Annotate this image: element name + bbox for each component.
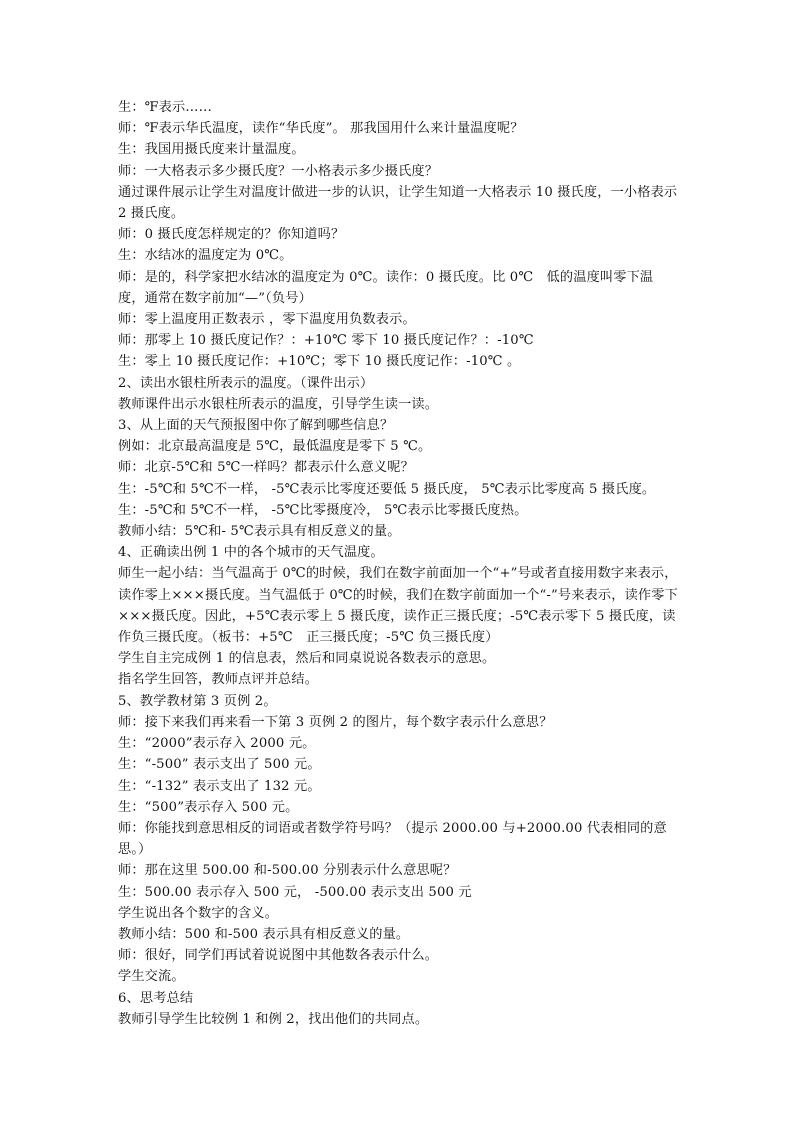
text-line: 教师引导学生比较例 1 和例 2，找出他们的共同点。 — [118, 1011, 429, 1027]
text-line: 3、从上面的天气预报图中你了解到哪些信息？ — [118, 418, 394, 434]
text-line: 通过课件展示让学生对温度计做进一步的认识，让学生知道一大格表示 10 摄氏度，一小格表示 2 摄氏度。 — [118, 184, 678, 222]
text-line: 学生交流。 — [118, 969, 185, 985]
text-line: 生：℉表示…… — [118, 100, 212, 115]
text-line: 师：一大格表示多少摄氏度？一小格表示多少摄氏度？ — [118, 163, 439, 179]
text-line: 教师课件出示水银柱所表示的温度，引导学生读一读。 — [118, 396, 439, 412]
text-line: 教师小结：500 和-500 表示具有相反意义的量。 — [118, 926, 410, 942]
text-line: 生：零上 10 摄氏度记作：+10℃；零下 10 摄氏度记作：-10℃ 。 — [118, 354, 521, 370]
text-line: 生：500.00 表示存入 500 元， -500.00 表示支出 500 元 — [118, 884, 472, 900]
text-line: 师：那零上 10 摄氏度记作？：+10℃ 零下 10 摄氏度记作？：-10℃ — [118, 333, 534, 349]
document-body — [118, 97, 678, 1030]
text-line: 生：“2000”表示存入 2000 元。 — [118, 736, 316, 752]
text-line: 师：℉表示华氏温度，读作“华氏度”。 那我国用什么来计量温度呢？ — [118, 121, 524, 137]
text-line: 生：-5℃和 5℃不一样， -5℃表示比零度还要低 5 摄氏度， 5℃表示比零度高 5 摄氏度。 — [118, 481, 656, 497]
text-line: 指名学生回答，教师点评并总结。 — [118, 672, 319, 688]
text-line: 师：是的，科学家把水结冰的温度定为 0℃。读作：0 摄氏度。比 0℃ 低的温度叫零下温度，通常在数字前加“—”（负号） — [118, 269, 654, 306]
text-line: 生：-5℃和 5℃不一样， -5℃比零摄度冷， 5℃表示比零摄氏度热。 — [118, 502, 528, 518]
text-line: 教师小结：5℃和- 5℃表示具有相反意义的量。 — [118, 524, 401, 540]
text-line: 师：你能找到意思相反的词语或者数学符号吗？（提示 2000.00 与+2000.00 代表相同的意思。） — [118, 820, 667, 858]
text-line: 6、思考总结 — [118, 990, 194, 1006]
text-line: 例如：北京最高温度是 5℃，最低温度是零下 5 ℃。 — [118, 439, 432, 455]
text-line: 学生自主完成例 1 的信息表，然后和同桌说说各数表示的意思。 — [118, 651, 496, 667]
text-line: 师：很好，同学们再试着说说图中其他数各表示什么。 — [118, 948, 439, 964]
text-line: 师：0 摄氏度怎样规定的？你知道吗？ — [118, 227, 345, 243]
text-line: 4、正确读出例 1 中的各个城市的天气温度。 — [118, 545, 384, 561]
text-line: 师：那在这里 500.00 和-500.00 分别表示什么意思呢？ — [118, 863, 457, 879]
text-line: 生：水结冰的温度定为 0℃。 — [118, 248, 293, 264]
text-line: 学生说出各个数字的含义。 — [118, 905, 279, 921]
text-line: 师：北京-5℃和 5℃一样吗？都表示什么意义呢？ — [118, 460, 414, 476]
text-line: 生：我国用摄氏度来计量温度。 — [118, 142, 305, 158]
text-line: 师生一起小结：当气温高于 0℃的时候，我们在数字前面加一个“+”号或者直接用数字来表示，读作零上×××摄氏度。当气温低于 0℃的时候，我们在数字前面加一个“-”号来表示，读作零下×××摄氏度。因此，+5℃表示零上 5 摄氏度，读作正三摄氏度；-5℃表示零下 5 摄氏度，读作负三摄氏度。（板书：+5℃ 正三摄氏度；-5℃ 负三摄氏度） — [118, 566, 678, 646]
text-line: 5、教学教材第 3 页例 2。 — [118, 693, 277, 709]
text-line: 生：“-500” 表示支出了 500 元。 — [118, 757, 321, 773]
text-line: 师：接下来我们再来看一下第 3 页例 2 的图片，每个数字表示什么意思？ — [118, 714, 553, 730]
text-line: 师：零上温度用正数表示 ，零下温度用负数表示。 — [118, 312, 416, 328]
text-line: 2、读出水银柱所表示的温度。（课件出示） — [118, 375, 374, 391]
text-line: 生：“-132” 表示支出了 132 元。 — [118, 778, 321, 794]
text-line: 生：“500”表示存入 500 元。 — [118, 799, 299, 815]
